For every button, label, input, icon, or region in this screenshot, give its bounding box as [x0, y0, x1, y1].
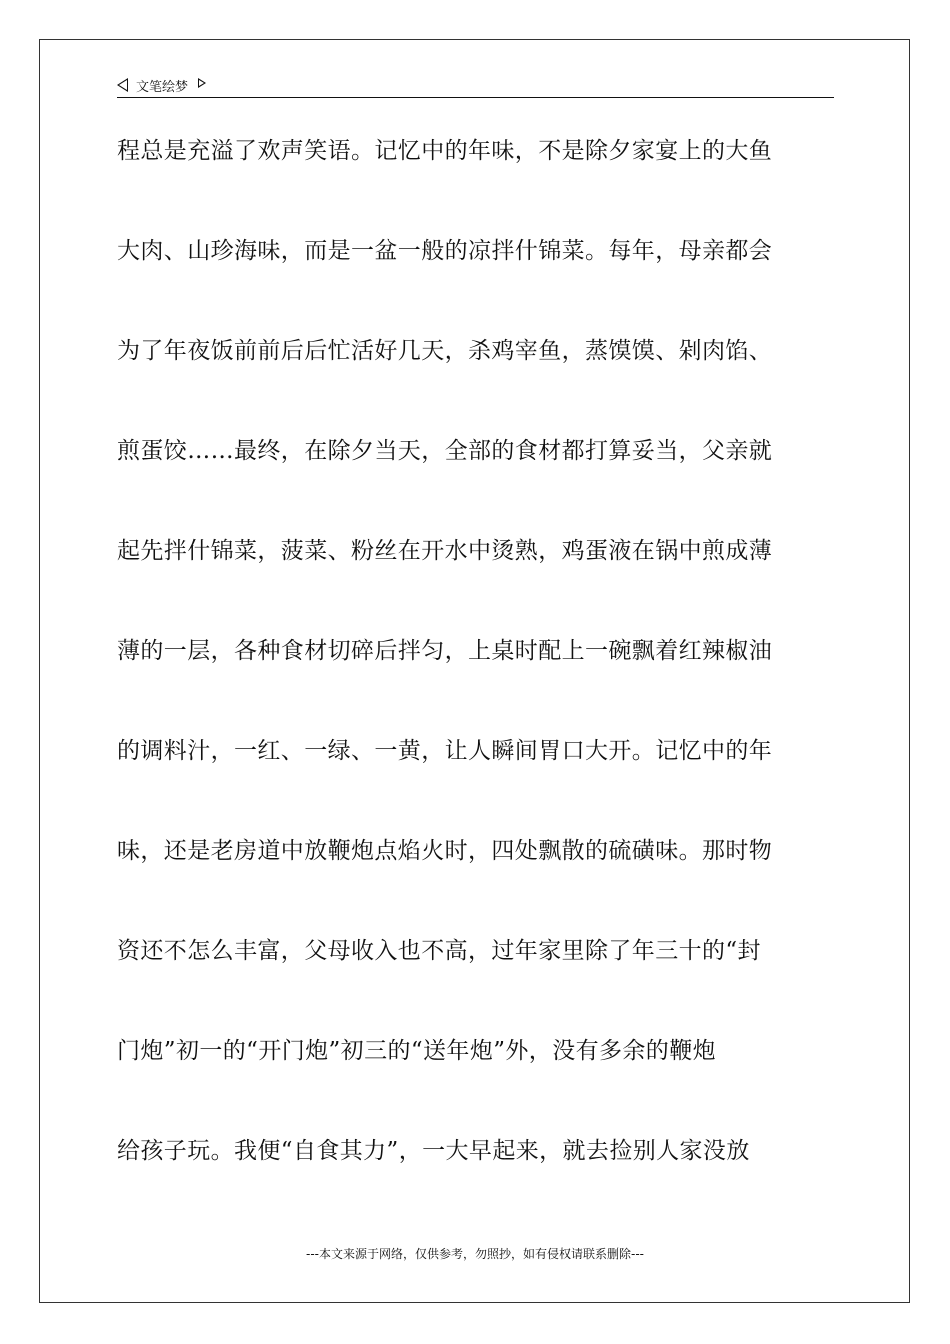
body-line: 薄的一层，各种食材切碎后拌匀，上桌时配上一碗飘着红辣椒油: [117, 638, 773, 664]
body-line: 大肉、山珍海味，而是一盆一般的凉拌什锦菜。每年，母亲都会: [117, 238, 773, 264]
body-line: 起先拌什锦菜，菠菜、粉丝在开水中烫熟，鸡蛋液在锅中煎成薄: [117, 538, 773, 564]
body-line: 的调料汁，一红、一绿、一黄，让人瞬间胃口大开。记忆中的年: [117, 738, 773, 764]
footer-disclaimer: ---本文来源于网络，仅供参考，勿照抄，如有侵权请联系删除---: [306, 1247, 644, 1261]
body-line: 资还不怎么丰富，父母收入也不高，过年家里除了年三十的“封: [117, 938, 761, 964]
header-divider: [117, 97, 834, 98]
body-line: 门炮”初一的“开门炮”初三的“送年炮”外，没有多余的鞭炮: [117, 1038, 716, 1064]
triangle-right-icon: [198, 78, 206, 88]
header-title: 文笔绘梦: [136, 79, 189, 95]
body-line: 味，还是老房道中放鞭炮点焰火时，四处飘散的硫磺味。那时物: [117, 838, 773, 864]
document-body: [117, 126, 834, 1226]
body-line: 煎蛋饺……最终，在除夕当天，全部的食材都打算妥当，父亲就: [117, 438, 773, 464]
triangle-left-icon: [117, 78, 128, 92]
body-line: 给孩子玩。我便“自食其力”，一大早起来，就去捡别人家没放: [117, 1138, 750, 1164]
document-header: [117, 74, 834, 96]
body-line: 为了年夜饭前前后后忙活好几天，杀鸡宰鱼，蒸馍馍、剁肉馅、: [117, 338, 773, 364]
body-line: 程总是充溢了欢声笑语。记忆中的年味，不是除夕家宴上的大鱼: [117, 138, 773, 164]
